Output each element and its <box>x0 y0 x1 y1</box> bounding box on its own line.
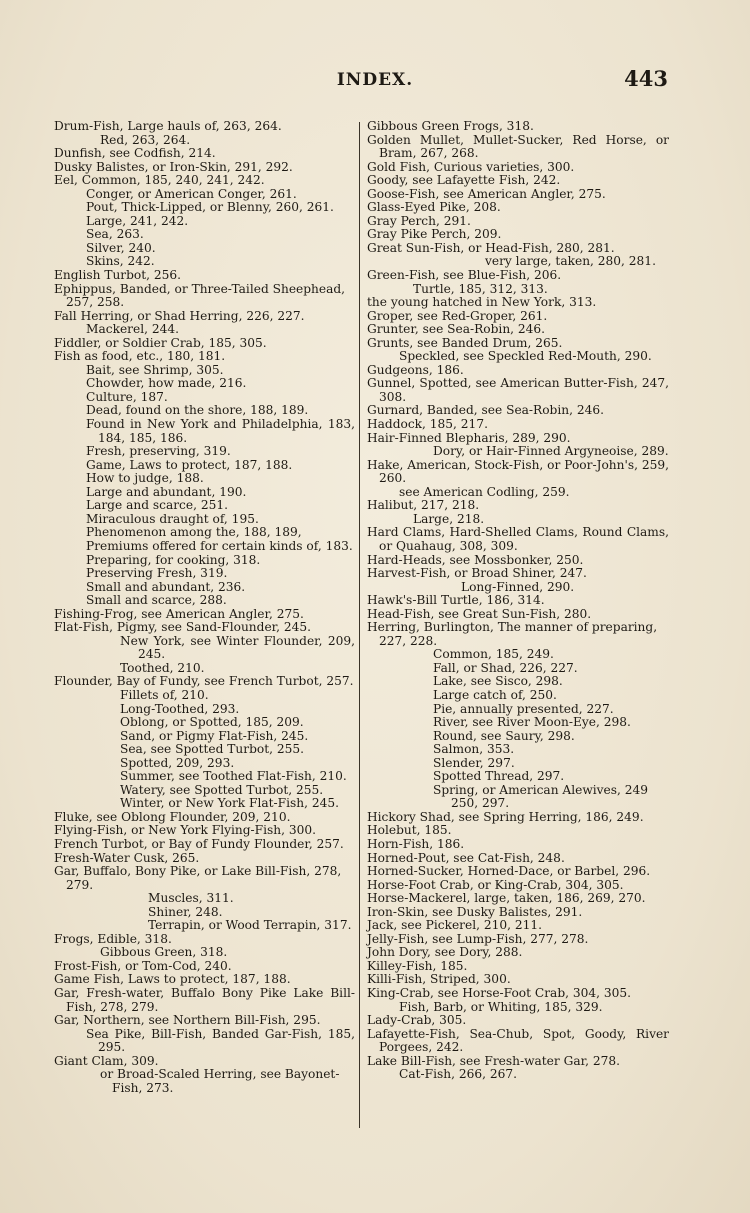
index-entry: Preparing, for cooking, 318. <box>86 552 261 567</box>
index-entry: Lake, see Sisco, 298. <box>433 674 563 689</box>
index-entry: Lady-Crab, 305. <box>367 1013 467 1028</box>
index-entry: Green-Fish, see Blue-Fish, 206. <box>367 268 562 283</box>
index-entry: Sand, or Pigmy Flat-Fish, 245. <box>120 728 309 743</box>
index-entry: Shiner, 248. <box>148 904 223 919</box>
index-entry: Fresh, preserving, 319. <box>86 444 231 459</box>
index-entry: Iron-Skin, see Dusky Balistes, 291. <box>367 904 583 919</box>
index-entry: Frogs, Edible, 318. <box>54 931 172 946</box>
index-entry: Spring, or American Alewives, 249 250, 297. <box>433 782 649 811</box>
index-entry: Gar, Buffalo, Bony Pike, or Lake Bill-Fish, 278, 279. <box>54 864 342 892</box>
index-entry: Gar, Fresh-water, Buffalo Bony Pike Lake Bill-Fish, 278, 279. <box>54 986 355 1014</box>
index-entry: Flounder, Bay of Fundy, see French Turbot, 257. <box>54 674 354 689</box>
index-entry: Hickory Shad, see Spring Herring, 186, 249. <box>367 809 644 824</box>
index-entry: English Turbot, 256. <box>54 268 182 283</box>
index-entry: Killi-Fish, Striped, 300. <box>367 972 511 987</box>
index-entry: Fall Herring, or Shad Herring, 226, 227. <box>54 308 305 323</box>
index-entry: Drum-Fish, Large hauls of, 263, 264. <box>54 119 282 133</box>
index-column-right <box>367 120 669 1082</box>
index-entry: Spotted Thread, 297. <box>433 769 565 784</box>
index-entry: Groper, see Red-Groper, 261. <box>367 308 548 323</box>
index-entry: Herring, Burlington, The manner of preparing, 227, 228. <box>367 620 658 648</box>
index-entry: Haddock, 185, 217. <box>367 417 488 432</box>
index-entry: Jelly-Fish, see Lump-Fish, 277, 278. <box>367 931 589 946</box>
index-entry: Holebut, 185. <box>367 823 452 838</box>
index-entry: Grunter, see Sea-Robin, 246. <box>367 322 546 337</box>
index-entry: Harvest-Fish, or Broad Shiner, 247. <box>367 566 587 581</box>
index-entry: John Dory, see Dory, 288. <box>367 945 523 960</box>
index-entry: Gray Perch, 291. <box>367 213 471 228</box>
index-entry: Summer, see Toothed Flat-Fish, 210. <box>120 769 347 784</box>
index-entry: Jack, see Pickerel, 210, 211. <box>367 918 543 933</box>
page-number: 443 <box>624 66 668 91</box>
index-entry: Eel, Common, 185, 240, 241, 242. <box>54 173 265 188</box>
index-entry: Lake Bill-Fish, see Fresh-water Gar, 278. <box>367 1053 620 1068</box>
index-entry: Conger, or American Conger, 261. <box>86 186 297 201</box>
index-column-left <box>54 120 355 1095</box>
index-entry: Hair-Finned Blepharis, 289, 290. <box>367 430 571 445</box>
index-entry: Mackerel, 244. <box>86 322 179 337</box>
index-entry: Chowder, how made, 216. <box>86 376 247 391</box>
index-entry: Small and abundant, 236. <box>86 579 246 594</box>
index-entry: Phenomenon among the, 188, 189, <box>86 525 302 540</box>
index-entry: Hake, American, Stock-Fish, or Poor-John's, 259, 260. <box>367 457 669 486</box>
index-entry: Large and abundant, 190. <box>86 484 247 499</box>
index-entry: see American Codling, 259. <box>399 484 570 499</box>
index-entry: Gibbous Green, 318. <box>100 945 228 960</box>
index-entry: Gurnard, Banded, see Sea-Robin, 246. <box>367 403 604 418</box>
index-entry: Fluke, see Oblong Flounder, 209, 210. <box>54 809 291 824</box>
index-entry: Giant Clam, 309. <box>54 1053 159 1068</box>
index-entry: King-Crab, see Horse-Foot Crab, 304, 305. <box>367 986 632 1000</box>
index-entry: Dead, found on the shore, 188, 189. <box>86 403 309 418</box>
index-entry: Large, 241, 242. <box>86 213 189 228</box>
index-entry: French Turbot, or Bay of Fundy Flounder, 257. <box>54 836 344 851</box>
index-entry: Gold Fish, Curious varieties, 300. <box>367 159 575 174</box>
index-entry: Sea Pike, Bill-Fish, Banded Gar-Fish, 185, 295. <box>86 1026 355 1055</box>
index-entry: Gudgeons, 186. <box>367 362 464 377</box>
index-entry: Cat-Fish, 266, 267. <box>399 1067 517 1082</box>
index-entry: Pout, Thick-Lipped, or Blenny, 260, 261. <box>86 200 334 215</box>
index-entry: Hard-Heads, see Mossbonker, 250. <box>367 552 584 567</box>
index-entry: Game, Laws to protect, 187, 188. <box>86 457 293 472</box>
index-entry: Red, 263, 264. <box>100 132 191 147</box>
index-entry: Fall, or Shad, 226, 227. <box>433 660 578 675</box>
index-entry: Preserving Fresh, 319. <box>86 566 228 581</box>
index-entry: Glass-Eyed Pike, 208. <box>367 200 501 215</box>
index-entry: Large and scarce, 251. <box>86 498 228 513</box>
index-entry: Fish, Barb, or Whiting, 185, 329. <box>399 999 603 1014</box>
index-entry: Watery, see Spotted Turbot, 255. <box>120 782 324 797</box>
index-entry: Bait, see Shrimp, 305. <box>86 362 224 377</box>
index-entry: very large, taken, 280, 281. <box>485 254 656 269</box>
index-entry: Muscles, 311. <box>148 891 234 906</box>
index-entry: Skins, 242. <box>86 254 155 269</box>
index-entry: Terrapin, or Wood Terrapin, 317. <box>148 918 352 933</box>
index-entry: Slender, 297. <box>433 755 515 770</box>
index-entry: the young hatched in New York, 313. <box>367 295 597 310</box>
index-entry: Dory, or Hair-Finned Argyneoise, 289. <box>433 444 669 459</box>
index-entry: Lafayette-Fish, Sea-Chub, Spot, Goody, River Porgees, 242. <box>367 1026 669 1055</box>
index-entry: Golden Mullet, Mullet-Sucker, Red Horse, or Bram, 267, 268. <box>367 132 669 161</box>
index-entry: Long-Toothed, 293. <box>120 701 240 716</box>
index-entry: Large catch of, 250. <box>433 687 557 702</box>
index-entry: Great Sun-Fish, or Head-Fish, 280, 281. <box>367 240 615 255</box>
index-entry: Flat-Fish, Pigmy, see Sand-Flounder, 245. <box>54 620 312 635</box>
index-entry: Head-Fish, see Great Sun-Fish, 280. <box>367 606 592 621</box>
index-entry: Ephippus, Banded, or Three-Tailed Sheephead, 257, 258. <box>54 281 346 310</box>
index-entry: Dunfish, see Codfish, 214. <box>54 146 216 161</box>
index-entry: Turtle, 185, 312, 313. <box>413 281 548 296</box>
index-entry: Flying-Fish, or New York Flying-Fish, 300. <box>54 823 316 838</box>
index-entry: Sea, 263. <box>86 227 144 242</box>
index-entry: Spotted, 209, 293. <box>120 755 235 770</box>
column-divider <box>359 122 360 1128</box>
index-entry: Killey-Fish, 185. <box>367 958 468 973</box>
index-entry: Horned-Pout, see Cat-Fish, 248. <box>367 850 565 865</box>
index-entry: Fresh-Water Cusk, 265. <box>54 850 200 865</box>
index-entry: Gray Pike Perch, 209. <box>367 227 502 242</box>
index-entry: Oblong, or Spotted, 185, 209. <box>120 715 304 730</box>
index-entry: Halibut, 217, 218. <box>367 498 480 513</box>
index-entry: Found in New York and Philadelphia, 183, 184, 185, 186. <box>86 417 355 445</box>
index-entry: Miraculous draught of, 195. <box>86 511 259 526</box>
index-entry: Gar, Northern, see Northern Bill-Fish, 295. <box>54 1013 321 1028</box>
index-entry: Salmon, 353. <box>433 742 515 757</box>
index-entry: Gibbous Green Frogs, 318. <box>367 119 534 133</box>
index-entry: Long-Finned, 290. <box>461 579 575 594</box>
index-entry: Horse-Foot Crab, or King-Crab, 304, 305. <box>367 877 624 892</box>
index-entry: Fishing-Frog, see American Angler, 275. <box>54 606 304 621</box>
index-entry: Premiums offered for certain kinds of, 183. <box>86 538 353 553</box>
index-entry: Small and scarce, 288. <box>86 593 227 608</box>
index-entry: Winter, or New York Flat-Fish, 245. <box>120 796 340 811</box>
index-entry: or Broad-Scaled Herring, see Bayonet-Fish, 273. <box>100 1067 340 1095</box>
index-entry: Horned-Sucker, Horned-Dace, or Barbel, 296. <box>367 864 651 879</box>
index-entry: River, see River Moon-Eye, 298. <box>433 715 631 730</box>
index-entry: Fillets of, 210. <box>120 687 209 702</box>
index-entry: Speckled, see Speckled Red-Mouth, 290. <box>399 349 652 364</box>
index-entry: Gunnel, Spotted, see American Butter-Fish, 247, 308. <box>367 376 669 404</box>
index-entry: Fiddler, or Soldier Crab, 185, 305. <box>54 335 267 350</box>
index-entry: Game Fish, Laws to protect, 187, 188. <box>54 972 291 987</box>
index-entry: Horn-Fish, 186. <box>367 836 465 851</box>
running-head: INDEX. <box>336 70 414 90</box>
index-entry: Round, see Saury, 298. <box>433 728 575 743</box>
index-entry: Hard Clams, Hard-Shelled Clams, Round Clams, or Quahaug, 308, 309. <box>367 525 669 553</box>
index-entry: How to judge, 188. <box>86 471 204 486</box>
index-entry: Silver, 240. <box>86 240 156 255</box>
index-entry: Large, 218. <box>413 511 485 526</box>
index-entry: Hawk's-Bill Turtle, 186, 314. <box>367 593 545 608</box>
index-entry: Dusky Balistes, or Iron-Skin, 291, 292. <box>54 159 293 174</box>
index-entry: Fish as food, etc., 180, 181. <box>54 349 226 364</box>
index-entry: Culture, 187. <box>86 389 168 404</box>
index-entry: Goody, see Lafayette Fish, 242. <box>367 173 561 188</box>
index-entry: Horse-Mackerel, large, taken, 186, 269, 270. <box>367 891 646 906</box>
index-entry: Pie, annually presented, 227. <box>433 701 614 716</box>
index-entry: Sea, see Spotted Turbot, 255. <box>120 742 305 757</box>
index-entry: New York, see Winter Flounder, 209, 245. <box>120 633 355 662</box>
index-entry: Grunts, see Banded Drum, 265. <box>367 335 563 350</box>
index-entry: Frost-Fish, or Tom-Cod, 240. <box>54 958 232 973</box>
index-entry: Goose-Fish, see American Angler, 275. <box>367 186 606 201</box>
index-entry: Toothed, 210. <box>120 660 205 675</box>
index-entry: Common, 185, 249. <box>433 647 554 662</box>
